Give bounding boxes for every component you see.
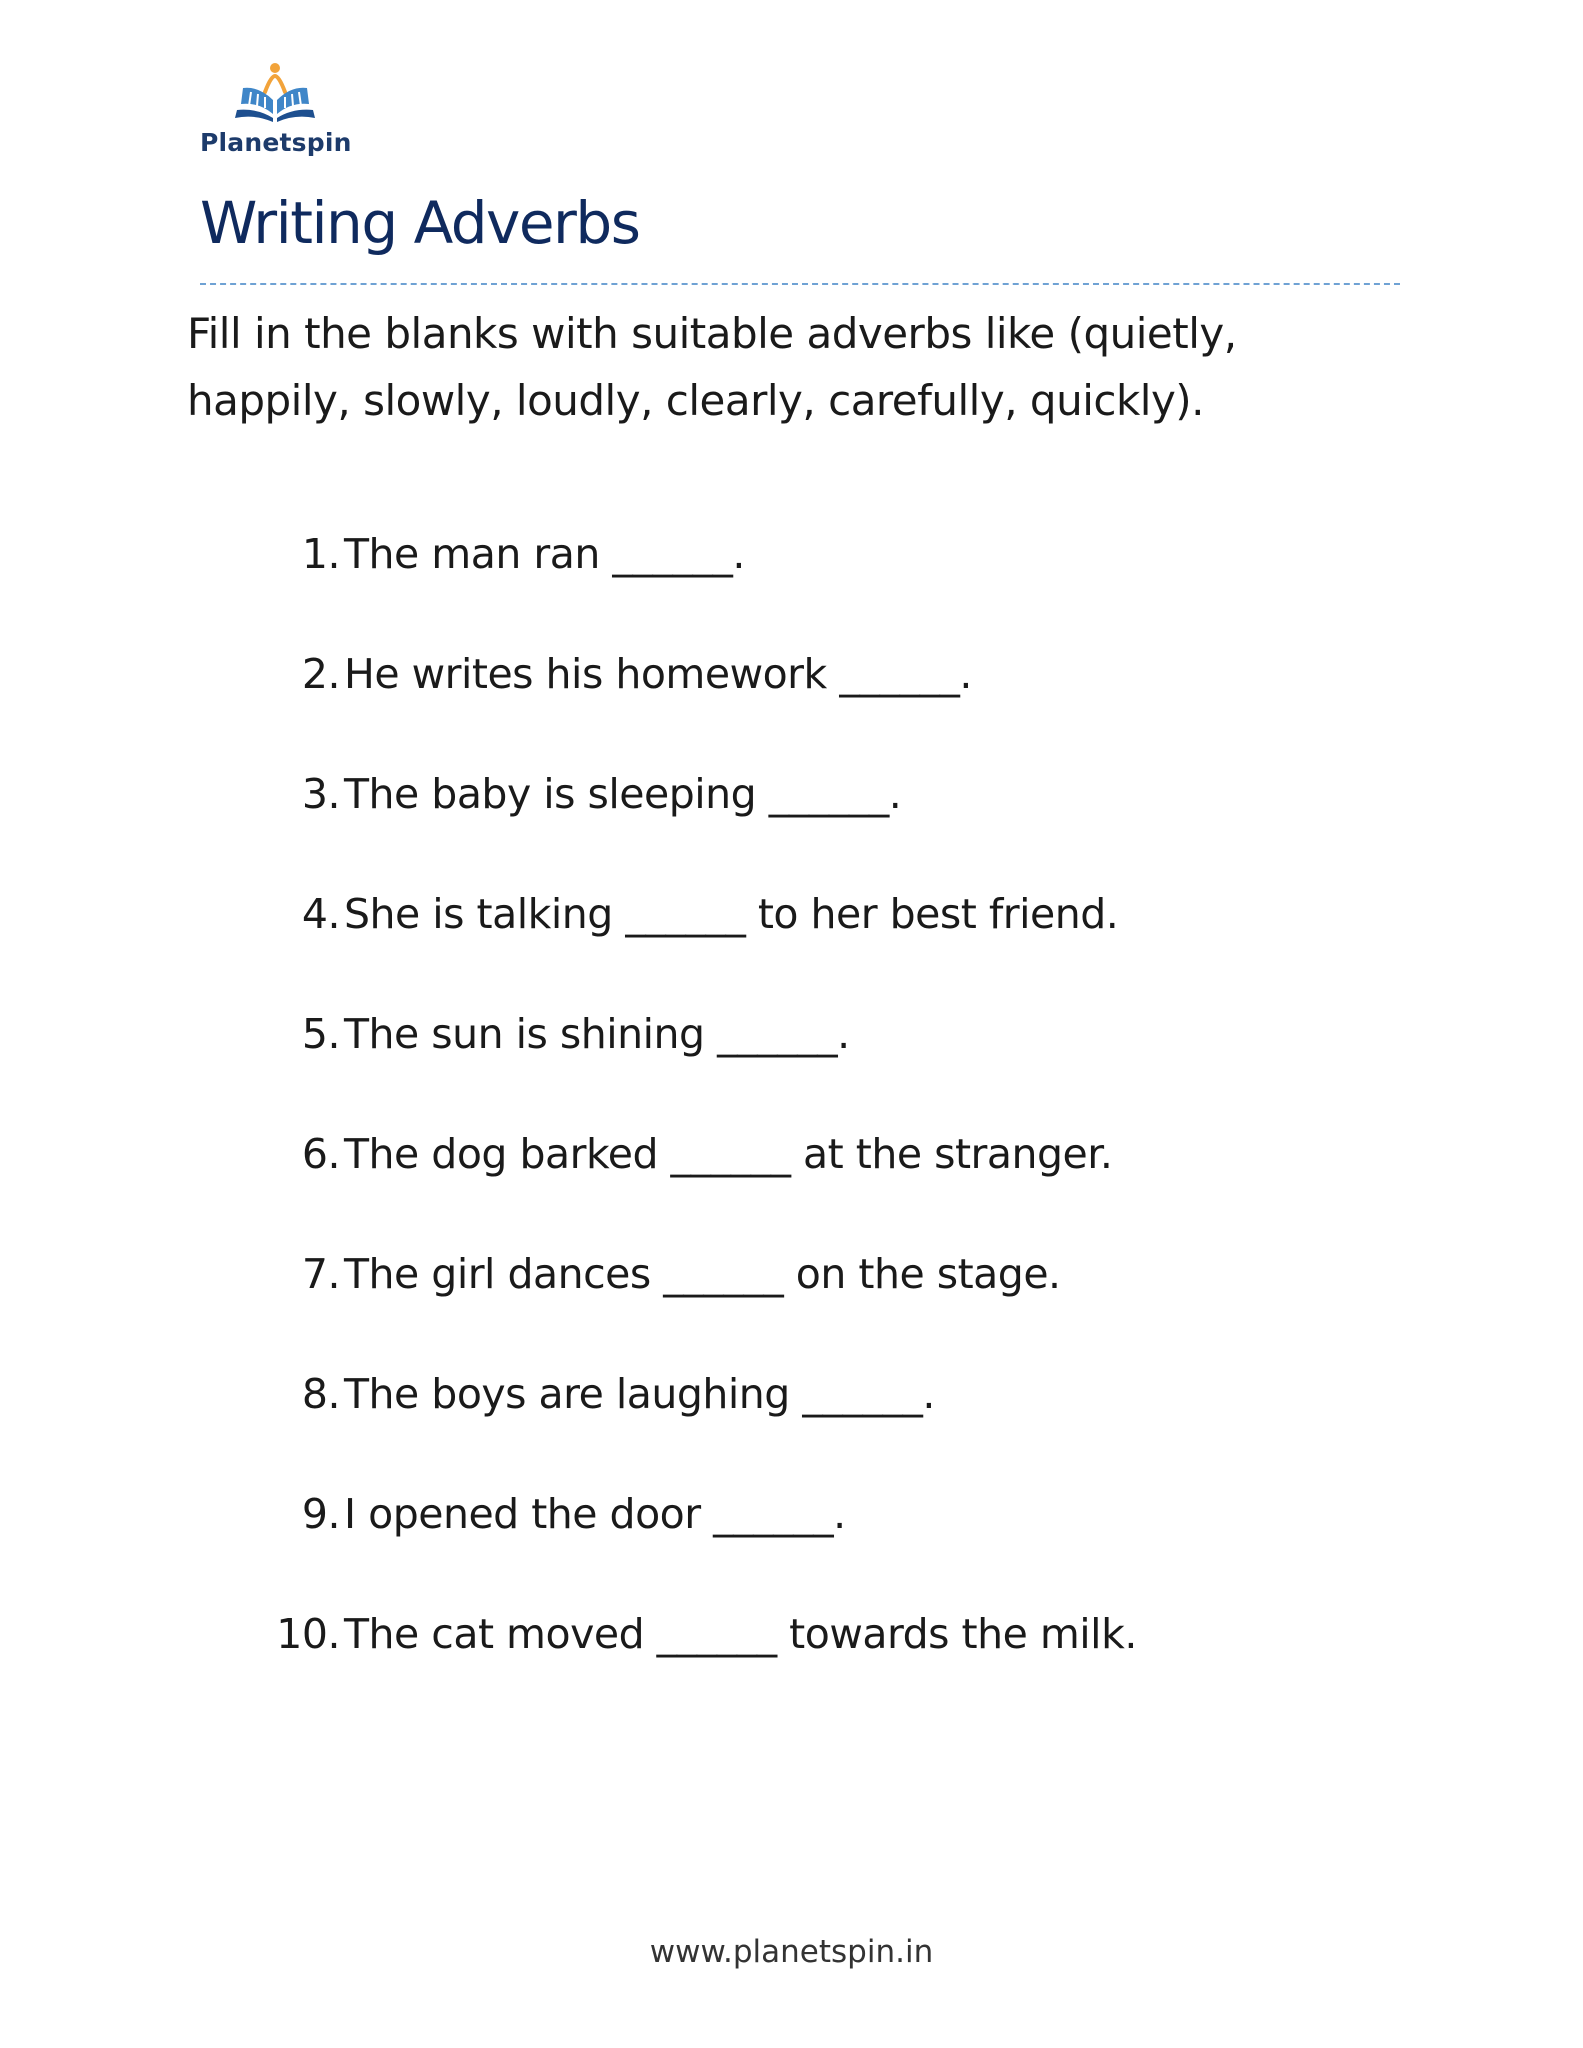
question-list: [270, 530, 1137, 1730]
question-number: 4.: [301, 890, 340, 938]
question-item: [270, 770, 1137, 890]
question-item: [270, 530, 1137, 650]
question-text: The man ran ______.: [344, 530, 745, 578]
open-book-icon: [229, 62, 321, 124]
question-text: The girl dances ______ on the stage.: [344, 1250, 1061, 1298]
question-number: 8.: [301, 1370, 340, 1418]
question-item: [270, 650, 1137, 770]
brand-name: Planetspin: [200, 128, 352, 157]
question-item: [270, 1130, 1137, 1250]
question-text: The cat moved ______ towards the milk.: [344, 1610, 1137, 1658]
question-item: [270, 1010, 1137, 1130]
question-item: [270, 1610, 1137, 1730]
question-text: I opened the door ______.: [344, 1490, 846, 1538]
question-text: She is talking ______ to her best friend.: [344, 890, 1119, 938]
instructions: Fill in the blanks with suitable adverbs like (quietly, happily, slowly, loudly, clearly, carefully, quickly).: [187, 309, 1237, 425]
question-text: The baby is sleeping ______.: [344, 770, 902, 818]
question-text: He writes his homework ______.: [344, 650, 972, 698]
question-item: [270, 1250, 1137, 1370]
footer-website: www.planetspin.in: [649, 1934, 934, 1970]
question-number: 10.: [276, 1610, 340, 1658]
brand-logo: [200, 62, 350, 157]
question-item: [270, 1490, 1137, 1610]
page-title: Writing Adverbs: [200, 189, 640, 257]
question-text: The sun is shining ______.: [344, 1010, 850, 1058]
question-number: 5.: [301, 1010, 340, 1058]
question-number: 1.: [301, 530, 340, 578]
question-number: 2.: [301, 650, 340, 698]
question-number: 7.: [301, 1250, 340, 1298]
question-item: [270, 890, 1137, 1010]
question-item: [270, 1370, 1137, 1490]
question-text: The dog barked ______ at the stranger.: [344, 1130, 1113, 1178]
question-number: 6.: [301, 1130, 340, 1178]
question-text: The boys are laughing ______.: [344, 1370, 935, 1418]
question-number: 3.: [301, 770, 340, 818]
title-divider: [200, 283, 1400, 285]
question-number: 9.: [301, 1490, 340, 1538]
